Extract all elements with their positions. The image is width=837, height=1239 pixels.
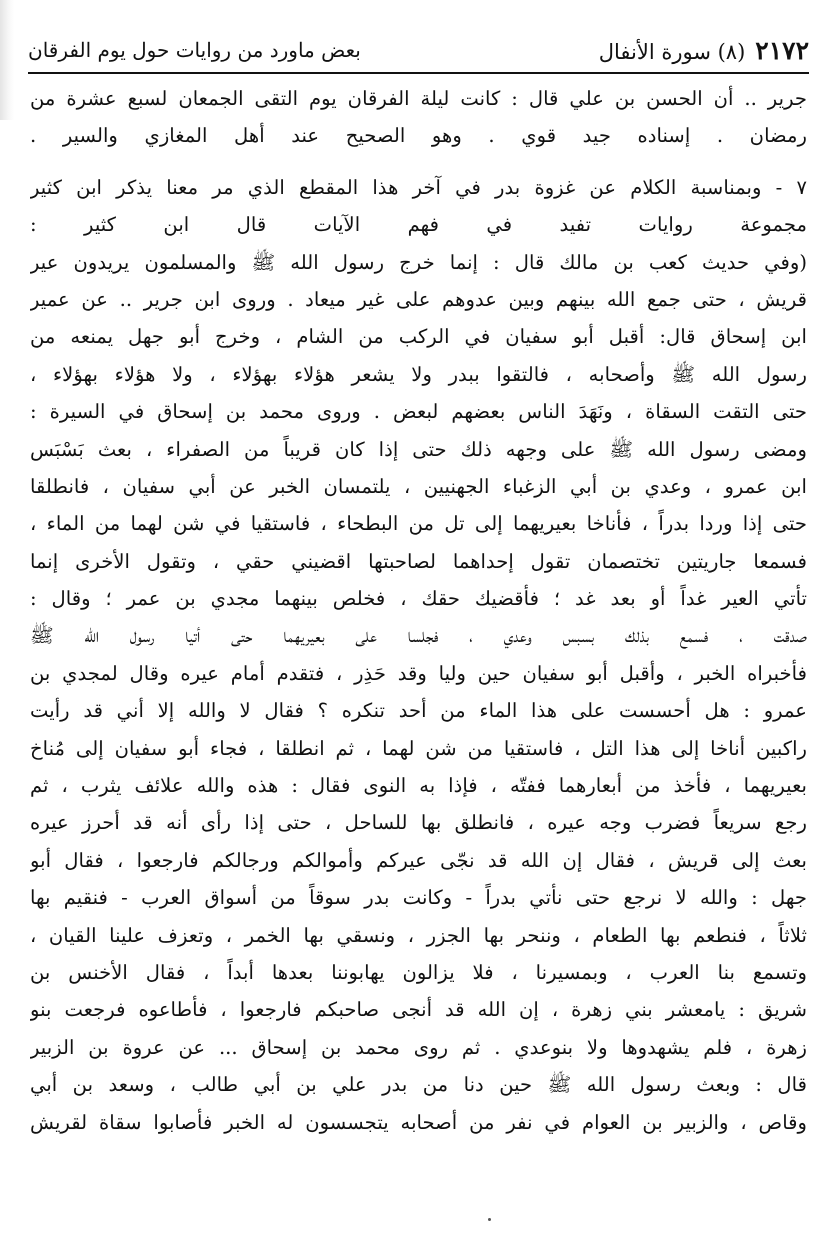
text-line: تأتي العير غداً أو بعد غد ؛ فأقضيك حقك ، فخلص بينهما مجدي بن عمر ؛ وقال :	[30, 587, 807, 611]
page-number: ٢١٧٢	[755, 35, 809, 65]
text-line: رمضان . إسناده جيد قوي . وهو الصحيح عند أهل المغازي والسير .	[30, 124, 807, 148]
text-line: عمرو : هل أحسست على هذا الماء من أحد تنكره ؟ فقال لا والله إلا أني قد رأيت	[30, 699, 807, 723]
text-line: راكبين أناخا إلى هذا التل ، فاستقيا من شن لهما ، ثم انطلقا ، فجاء أبو سفيان إلى مُناخ	[30, 736, 807, 760]
paragraph-2	[30, 169, 807, 1141]
text-line: شريق : يامعشر بني زهرة ، إن الله قد أنجى صاحبكم فارجعوا ، فأطاعوه فرجعت بنو	[30, 998, 807, 1022]
text-line: حتى إذا وردا بدراً ، فأناخا بعيريهما إلى تل من البطحاء ، فاستقيا في شن لهما من الماء ،	[30, 512, 807, 536]
text-line: فسمعا جاريتين تختصمان تقول إحداهما لصاحبتها اقضيني حقي ، وتقول الأخرى إنما	[30, 549, 807, 573]
text-line: حتى التقت السقاة ، ونَهَدَ الناس بعضهم لبعض . وروى محمد بن إسحاق في السيرة :	[30, 400, 807, 424]
text-line: (وفي حديث كعب بن مالك قال : إنما خرج رسول الله ﷺ والمسلمون يريدون عير	[30, 250, 807, 274]
text-line: بعث إلى قريش ، فقال إن الله قد نجّى عيركم وأموالكم ورجالكم فارجعوا ، فقال أبو	[30, 848, 807, 872]
scan-shadow	[0, 0, 14, 120]
header-right	[599, 36, 809, 65]
text-line: فأخبراه الخبر ، وأقبل أبو سفيان حين وليا وقد حَذِر ، فتقدم أمام عيره وقال لمجدي بن	[30, 661, 807, 685]
text-line: بعيريهما ، فأخذ من أبعارهما ففتّه ، فإذا به النوى فقال : هذه والله علائف يثرب ، ثم	[30, 774, 807, 798]
header-rule	[28, 72, 809, 74]
text-line: رسول الله ﷺ وأصحابه ، فالتقوا ببدر ولا يشعر هؤلاء بهؤلاء ، ولا هؤلاء بهؤلاء ،	[30, 362, 807, 386]
page-body	[30, 80, 807, 1209]
text-line: ٧ - وبمناسبة الكلام عن غزوة بدر في آخر هذا المقطع الذي مر معنا يذكر ابن كثير	[30, 175, 807, 199]
text-line: جهل : والله لا نرجع حتى نأتي بدراً - وكانت بدر سوقاً من أسواق العرب - فنقيم بها	[30, 886, 807, 910]
text-line: ابن عمرو ، وعدي بن أبي الزغباء الجهنيين ، يلتمسان الخبر عن أبي سفيان ، فانطلقا	[30, 474, 807, 498]
running-head: بعض ماورد من روايات حول يوم الفرقان	[28, 38, 361, 62]
text-line: قريش ، حتى جمع الله بينهم وبين عدوهم على غير ميعاد . وروى ابن جرير .. عن عمير	[30, 287, 807, 311]
text-line: مجموعة روايات تفيد في فهم الآيات قال ابن كثير :	[30, 213, 807, 237]
paragraph-1	[30, 80, 807, 155]
text-line: صدقت ، فسمع بذلك بسبس وعدي ، فجلسا على بعيريهما حتى أتيا رسول الله ﷺ	[30, 624, 807, 648]
text-line: وتسمع بنا العرب ، وبمسيرنا ، فلا يزالون يهابوننا بعدها أبداً ، فقال الأخنس بن	[30, 960, 807, 984]
page-header	[28, 28, 809, 72]
text-line: جرير .. أن الحسن بن علي قال : كانت ليلة الفرقان يوم التقى الجمعان لسبع عشرة من	[30, 87, 807, 110]
text-line: رجع سريعاً فضرب وجه عيره ، فانطلق بها للساحل ، حتى إذا رأى أنه قد أحرز عيره	[30, 811, 807, 835]
text-line: وقاص ، والزبير بن العوام في نفر من أصحابه يتجسسون له الخبر فأصابوا سقاة لقريش	[30, 1110, 807, 1134]
text-line: ومضى رسول الله ﷺ على وجهه ذلك حتى إذا كان قريباً من الصفراء ، بعث بَسْبَس	[30, 437, 807, 461]
surah-title: (٨) سورة الأنفال	[598, 39, 746, 64]
paragraph-gap	[30, 155, 807, 169]
text-line: زهرة ، فلم يشهدوها ولا بنوعدي . ثم روى محمد بن إسحاق ... عن عروة بن الزبير	[30, 1035, 807, 1059]
text-line: ابن إسحاق قال: أقبل أبو سفيان في الركب من الشام ، وخرج أبو جهل يمنعه من	[30, 325, 807, 349]
text-line: قال : وبعث رسول الله ﷺ حين دنا من بدر علي بن أبي طالب ، وسعد بن أبي	[30, 1073, 807, 1097]
scan-dot	[488, 1218, 491, 1221]
text-line: ثلاثاً ، فنطعم بها الطعام ، وننحر بها الجزر ، ونسقي بها الخمر ، وتعزف علينا القيان ،	[30, 923, 807, 947]
